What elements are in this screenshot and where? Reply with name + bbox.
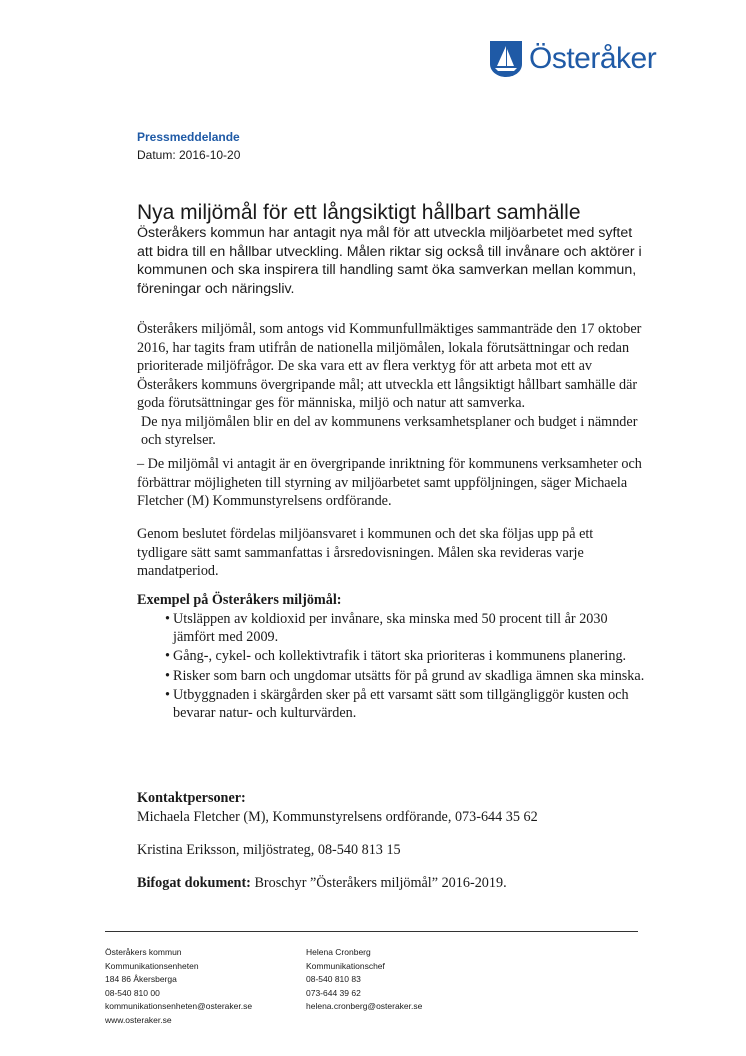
paragraph-quote-text: – De miljömål vi antagit är en övergripande inriktning för kommunens verksamheter och förbättrar möjligheten till styrning av miljöarbetet samt uppföljningen, säger Michaela Fletcher (M) Kommunstyrelsens ordförande. bbox=[137, 456, 642, 509]
paragraph-1 bbox=[137, 320, 647, 450]
document-date: Datum: 2016-10-20 bbox=[137, 148, 241, 162]
organization-email: kommunikationsenheten@osteraker.se bbox=[105, 1001, 253, 1012]
list-item: • Risker som barn och ungdomar utsätts för på grund av skadliga ämnen ska minska. bbox=[165, 667, 645, 684]
footer-organization: Österåkers kommun Kommunikationsenheten 184 86 Åkersberga 08-540 810 00 kommunikationsenheten@osteraker.se www.osteraker.se bbox=[105, 946, 252, 1028]
attachment-label: Bifogat dokument: bbox=[137, 875, 251, 891]
paragraph-3 bbox=[137, 525, 647, 581]
contacts-heading: Kontaktpersoner: bbox=[137, 790, 246, 806]
contact-2: Kristina Eriksson, miljöstrateg, 08-540 813 15 bbox=[137, 842, 401, 858]
list-item: • Utsläppen av koldioxid per invånare, ska minska med 50 procent till år 2030 jämfört med 2009. bbox=[165, 611, 608, 645]
sailboat-shield-icon bbox=[489, 40, 523, 78]
article-lead: Österåkers kommun har antagit nya mål för att utveckla miljöarbetet med syftet att bidra till en hållbar utveckling. Målen riktar sig också till invånare och aktörer i kommunen och ska inspirera till handling samt öka samverkan mellan kommun, föreningar och näringsliv. bbox=[137, 225, 642, 297]
attachment-line bbox=[137, 875, 507, 892]
press-contact-email: helena.cronberg@osteraker.se bbox=[306, 1001, 423, 1012]
bullet-icon: • bbox=[165, 648, 170, 664]
list-item: • Gång-, cykel- och kollektivtrafik i tätort ska prioriteras i kommunens planering. bbox=[165, 648, 627, 664]
paragraph-1-text: Österåkers miljömål, som antogs vid Kommunfullmäktiges sammanträde den 17 oktober 2016, har tagits fram utifrån de nationella miljömålen, lokala förutsättningar och redan prioriterade miljöfrågor. De ska vara ett av flera verktyg för att arbeta mot ett av Österåkers kommuns övergripande mål; att utveckla ett långsiktigt hållbart samhälle där goda förutsättningar ges för människa, miljö och natur att samverka. bbox=[137, 321, 642, 411]
list-item: • Utbyggnaden i skärgården sker på ett varsamt sätt som tillgängliggör kusten och bevarar natur- och kulturvärden. bbox=[165, 687, 629, 721]
footer-press-contact: Helena Cronberg Kommunikationschef 08-540 810 83 073-644 39 62 helena.cronberg@osteraker.se bbox=[306, 946, 422, 1014]
paragraph-3-text: Genom beslutet fördelas miljöansvaret i kommunen och det ska följas upp på ett tydligare sätt samt sammanfattas i årsredovisningen. Målen ska revideras varje mandatperiod. bbox=[137, 526, 594, 579]
bullet-icon: • bbox=[165, 667, 170, 684]
paragraph-quote bbox=[137, 455, 647, 511]
osteraker-logo bbox=[489, 40, 656, 78]
examples-list bbox=[137, 611, 647, 724]
contact-1: Michaela Fletcher (M), Kommunstyrelsens ordförande, 073-644 35 62 bbox=[137, 809, 538, 825]
attachment-text: Broschyr ”Österåkers miljömål” 2016-2019. bbox=[254, 875, 507, 891]
paragraph-1b-text: De nya miljömålen blir en del av kommunens verksamhetsplaner och budget i nämnder och styrelser. bbox=[141, 413, 638, 448]
document-type-label: Pressmeddelande bbox=[137, 130, 240, 144]
footer-divider bbox=[105, 931, 638, 932]
logo-wordmark: Österåker bbox=[529, 42, 657, 75]
article-title: Nya miljömål för ett långsiktigt hållbart samhälle bbox=[137, 201, 581, 224]
bullet-icon: • bbox=[165, 687, 170, 703]
examples-heading: Exempel på Österåkers miljömål: bbox=[137, 592, 342, 608]
organization-website: www.osteraker.se bbox=[105, 1014, 172, 1025]
bullet-icon: • bbox=[165, 611, 170, 627]
